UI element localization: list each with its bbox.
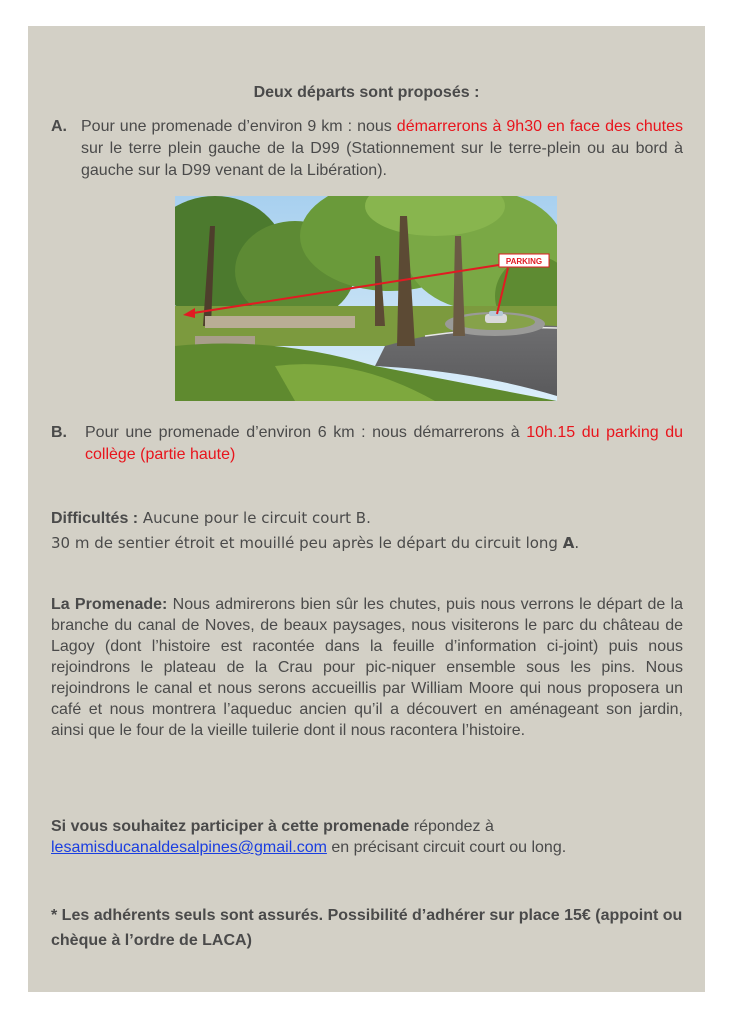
option-b-marker: B. xyxy=(51,424,67,441)
difficulties-line1: Aucune pour le circuit court B. xyxy=(138,509,371,527)
document-page xyxy=(28,26,705,992)
meeting-point-photo xyxy=(175,196,557,401)
contact-email-link[interactable]: lesamisducanaldesalpines@gmail.com xyxy=(51,839,327,856)
membership-note: * Les adhérents seuls sont assurés. Possibilité d’adhérer sur place 15€ (appoint ou chèque à l’ordre de LACA) xyxy=(51,907,683,949)
parking-label: PARKING xyxy=(505,257,543,266)
option-b-text: Pour une promenade d’environ 6 km : nous démarrerons à 10h.15 du parking du collège (partie haute) xyxy=(85,424,684,463)
participation-section: Si vous souhaitez participer à cette promenade répondez à lesamisducanaldesalpines@gmail.com en précisant circuit court ou long. xyxy=(51,818,567,856)
promenade-label: La Promenade: xyxy=(51,596,168,613)
option-a-marker: A. xyxy=(51,118,67,135)
option-a-text: Pour une promenade d’environ 9 km : nous démarrerons à 9h30 en face des chutes sur le terre plein gauche de la D99 (Stationnement sur le terre-plein ou au bord à gauche sur la D99 venant de la Libération). xyxy=(81,118,684,179)
option-b xyxy=(51,422,683,466)
option-b-highlight: 10h.15 du parking du collège (partie haute) xyxy=(85,424,684,463)
participation-label: Si vous souhaitez participer à cette promenade xyxy=(51,818,410,835)
difficulties-label: Difficultés : xyxy=(51,510,139,527)
option-a xyxy=(51,116,683,182)
option-a-highlight: démarrerons à 9h30 en face des chutes xyxy=(396,118,684,135)
difficulties-section xyxy=(51,506,683,555)
difficulties-line2: 30 m de sentier étroit et mouillé peu après le départ du circuit long A. xyxy=(51,534,580,552)
promenade-section xyxy=(51,594,683,741)
departures-heading: Deux départs sont proposés : xyxy=(253,84,480,101)
promenade-text: Nous admirerons bien sûr les chutes, puis nous verrons le départ de la branche du canal de Noves, de beaux paysages, nous visiterons le parc du château de Lagoy (dont l’histoire est racontée dans la feuille d’information ci-joint) puis nous rejoindrons le plateau de la Crau pour pic-niquer ensemble sous les pins. Nous rejoindrons le canal et nous serons accueillis par William Moore qui nous proposera un café et nous montrera l’aqueduc ancien qu’il a découvert en aménageant son jardin, ainsi que le four de la vieille tuilerie dont il nous racontera l’histoire. xyxy=(51,596,683,739)
